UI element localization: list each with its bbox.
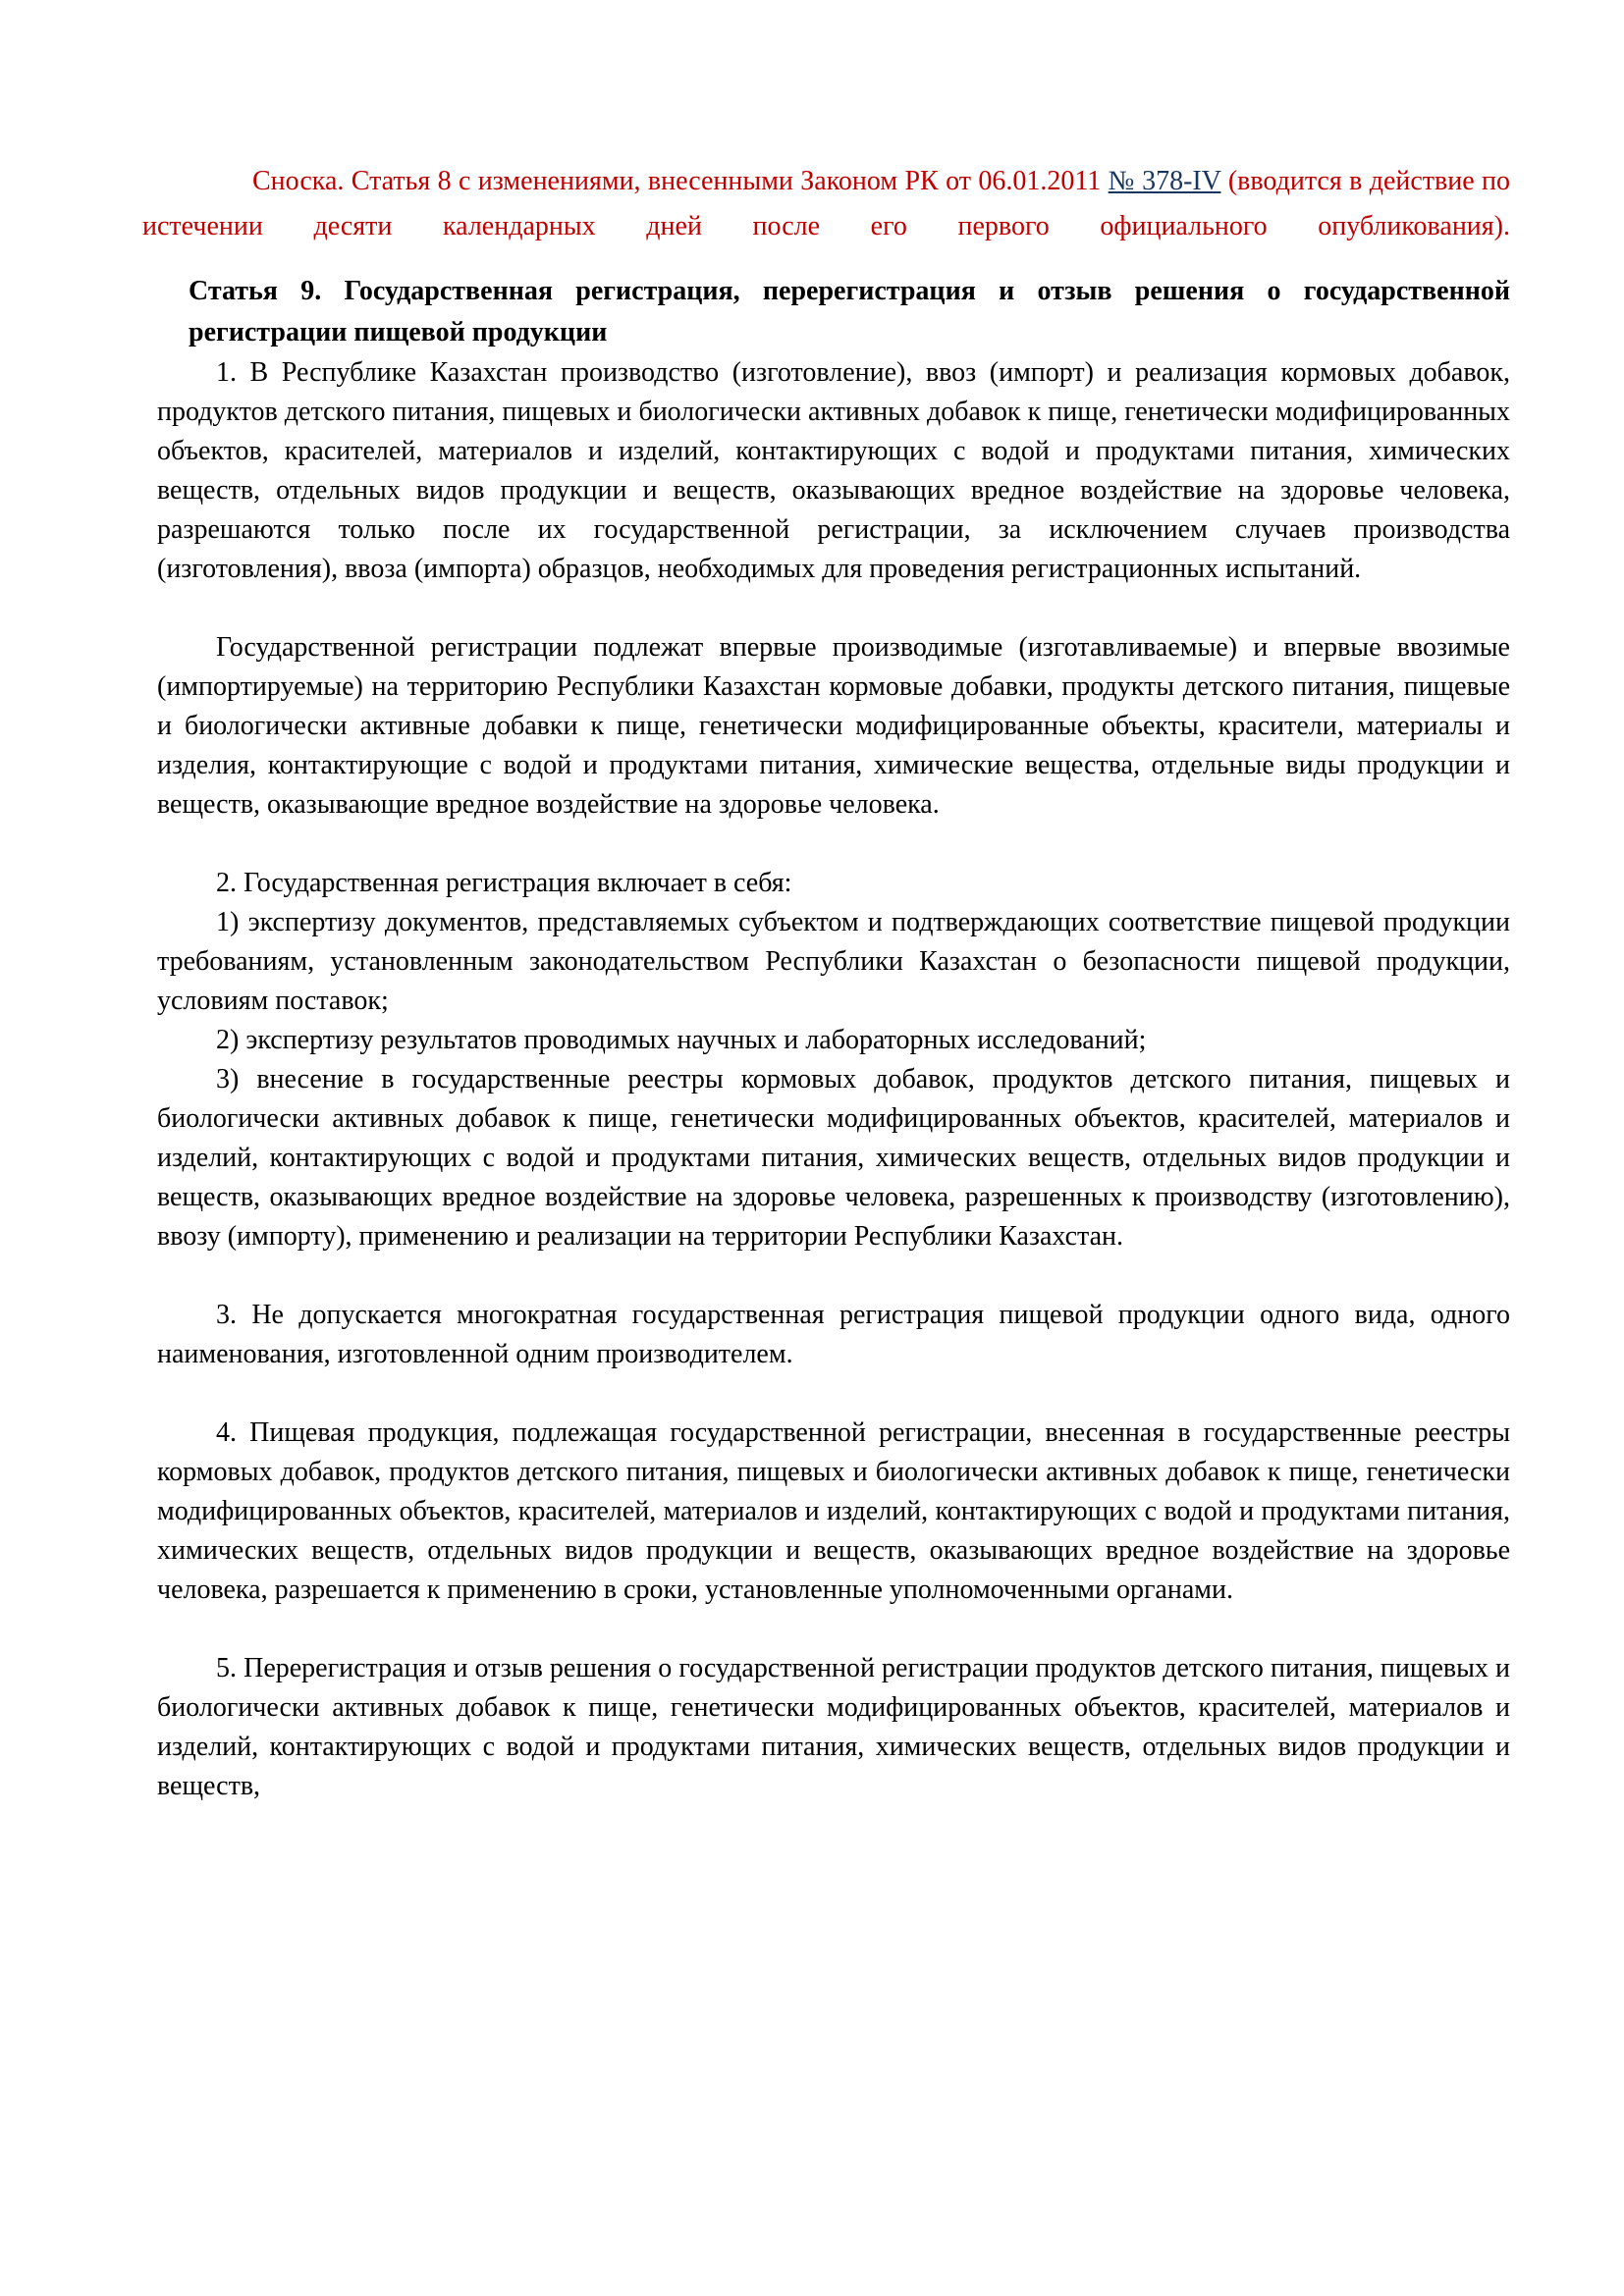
paragraph-clause-3: 3. Не допускается многократная государственная регистрация пищевой продукции одного вида, одного наименования, изготовленной одним производителем.	[157, 1300, 1510, 1369]
footnote-paragraph	[142, 159, 1510, 249]
law-number-link[interactable]: № 378-IV	[1108, 166, 1221, 196]
list-item-1: 1) экспертизу документов, представляемых субъектом и подтверждающих соответствие пищевой продукции требованиям, установленным законодательством Республики Казахстан о безопасности пищевой продукции, условиям поставок;	[157, 907, 1510, 1016]
footnote-text-lead: Сноска. Статья 8 с изменениями, внесенными Законом РК от 06.01.2011	[252, 166, 1109, 196]
paragraph-clause-2: 2. Государственная регистрация включает в себя:	[216, 868, 792, 898]
article-heading: Статья 9. Государственная регистрация, перерегистрация и отзыв решения о государственной регистрации пищевой продукции	[189, 276, 1510, 347]
list-item-3: 3) внесение в государственные реестры кормовых добавок, продуктов детского питания, пищевых и биологически активных добавок к пище, генетически модифицированных объектов, красителей, материалов и изделий, контактирующих с водой и продуктами питания, химических веществ, отдельных видов продукции и веществ, оказывающих вредное воздействие на здоровье человека, разрешенных к производству (изготовлению), ввозу (импорту), применению и реализации на территории Республики Казахстан.	[157, 1064, 1510, 1252]
paragraph-clause-4: 4. Пищевая продукция, подлежащая государственной регистрации, внесенная в государственные реестры кормовых добавок, продуктов детского питания, пищевых и биологически активных добавок к пище, генетически модифицированных объектов, красителей, материалов и изделий, контактирующих с водой и продуктами питания, химических веществ, отдельных видов продукции и веществ, оказывающих вредное воздействие на здоровье человека, разрешается к применению в сроки, установленные уполномоченными органами.	[157, 1417, 1510, 1605]
footnote-text-tail: (вводится в действие по истечении десяти календарных дней после его первого официального опубликования).	[142, 166, 1511, 241]
paragraph-registration-scope: Государственной регистрации подлежат впервые производимые (изготавливаемые) и впервые ввозимые (импортируемые) на территорию Республики Казахстан кормовые добавки, продукты детского питания, пищевые и биологически активные добавки к пище, генетически модифицированные объекты, красители, материалы и изделия, контактирующие с водой и продуктами питания, химические вещества, отдельные виды продукции и веществ, оказывающие вредное воздействие на здоровье человека.	[157, 632, 1510, 820]
list-item-2: 2) экспертизу результатов проводимых научных и лабораторных исследований;	[216, 1025, 1147, 1055]
paragraph-clause-5: 5. Перерегистрация и отзыв решения о государственной регистрации продуктов детского питания, пищевых и биологически активных добавок к пище, генетически модифицированных объектов, красителей, материалов и изделий, контактирующих с водой и продуктами питания, химических веществ, отдельных видов продукции и веществ,	[157, 1653, 1510, 1801]
paragraph-clause-1: 1. В Республике Казахстан производство (изготовление), ввоз (импорт) и реализация кормовых добавок, продуктов детского питания, пищевых и биологически активных добавок к пище, генетически модифицированных объектов, красителей, материалов и изделий, контактирующих с водой и продуктами питания, химических веществ, отдельных видов продукции и веществ, оказывающих вредное воздействие на здоровье человека, разрешаются только после их государственной регистрации, за исключением случаев производства (изготовления), ввоза (импорта) образцов, необходимых для проведения регистрационных испытаний.	[157, 357, 1510, 584]
